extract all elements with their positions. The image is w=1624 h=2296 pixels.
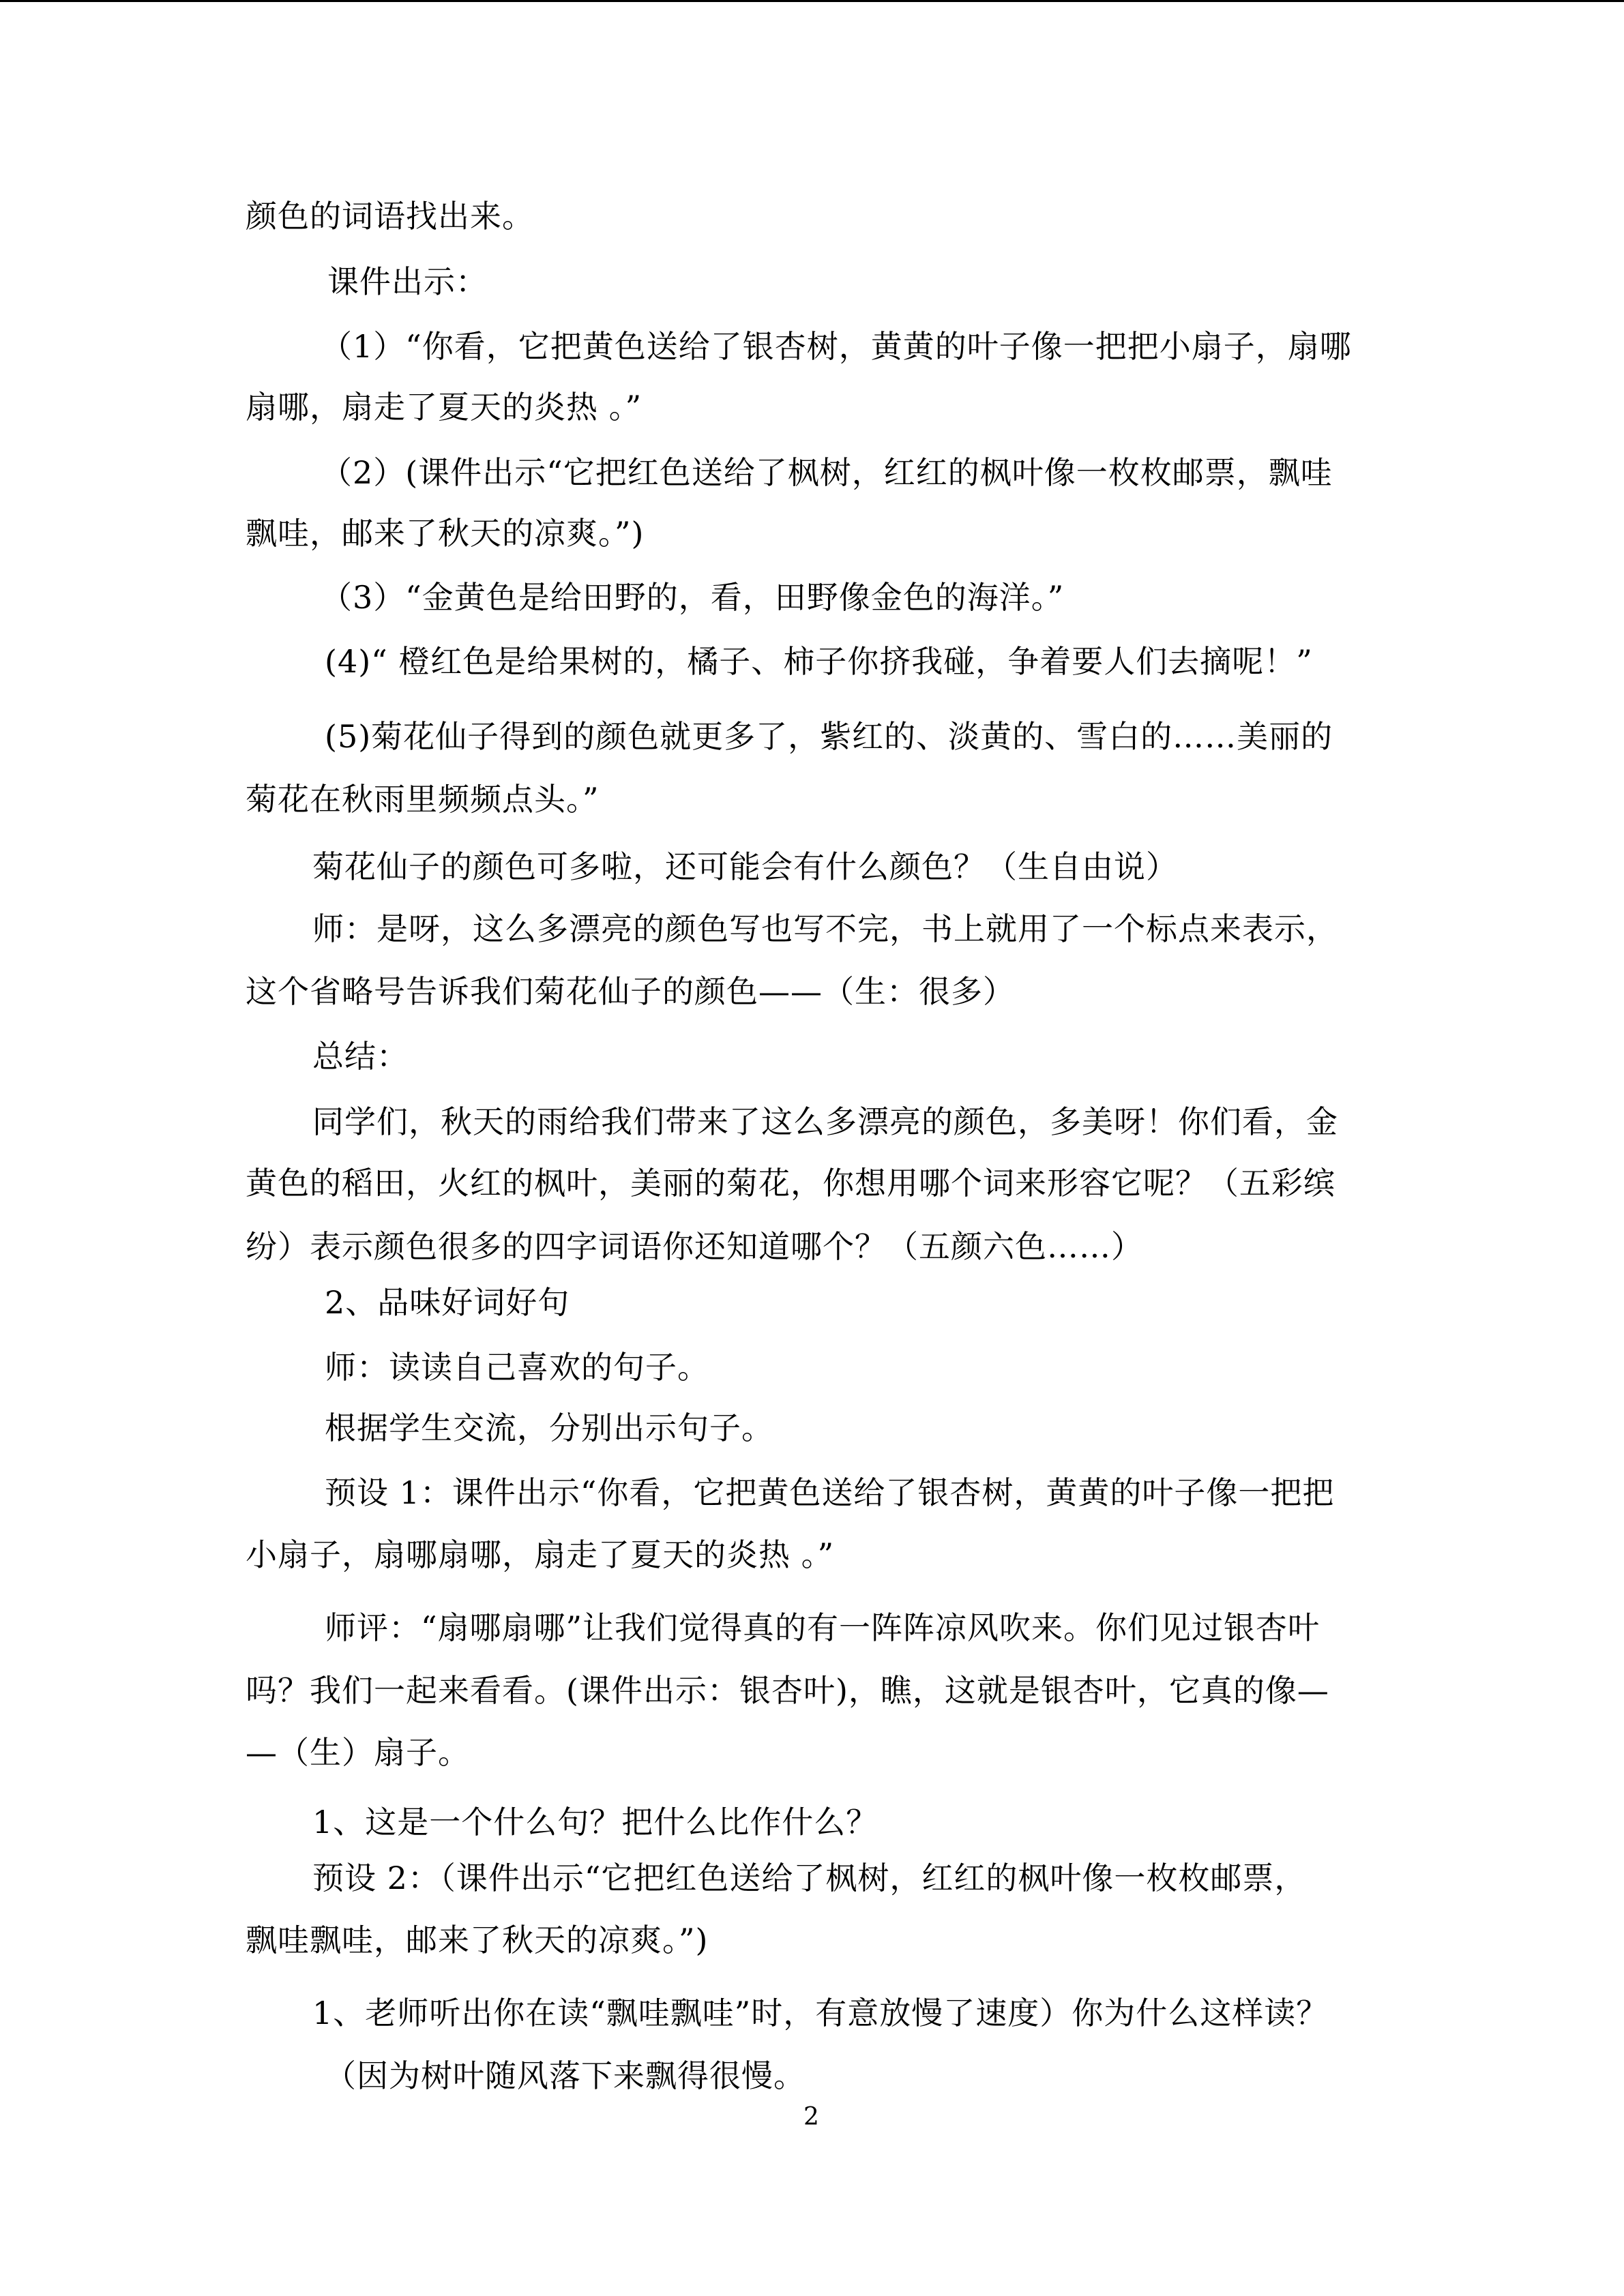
text-line: 师：是呀，这么多漂亮的颜色写也写不完，书上就用了一个标点来表示，	[312, 910, 1338, 947]
text-line: 1、这是一个什么句？把什么比作什么？	[312, 1804, 879, 1840]
text-line: 小扇子，扇哪扇哪，扇走了夏天的炎热 。”	[246, 1536, 835, 1573]
text-line: —（生）扇子。	[246, 1734, 470, 1771]
text-line: （1）“你看，它把黄色送给了银杏树，黄黄的叶子像一把把小扇子，扇哪	[321, 328, 1352, 365]
text-line: 师评：“扇哪扇哪”让我们觉得真的有一阵阵凉风吹来。你们见过银杏叶	[325, 1609, 1320, 1646]
section-heading: 2、品味好词好句	[325, 1284, 570, 1321]
text-line: 同学们，秋天的雨给我们带来了这么多漂亮的颜色，多美呀！你们看，金	[312, 1103, 1338, 1140]
text-line: 黄色的稻田，火红的枫叶，美丽的菊花，你想用哪个词来形容它呢？（五彩缤	[246, 1165, 1335, 1202]
text-line: 菊花仙子的颜色可多啦，还可能会有什么颜色？（生自由说）	[312, 848, 1178, 885]
text-line: 颜色的词语找出来。	[246, 198, 534, 235]
text-line: 吗？我们一起来看看。(课件出示：银杏叶)，瞧，这就是银杏叶，它真的像—	[246, 1672, 1329, 1709]
text-line: (5)菊花仙子得到的颜色就更多了，紫红的、淡黄的、雪白的……美丽的	[325, 718, 1333, 755]
text-line: （3）“金黄色是给田野的，看，田野像金色的海洋。”	[321, 579, 1065, 616]
text-line: 根据学生交流，分别出示句子。	[325, 1410, 773, 1446]
text-line: 课件出示：	[327, 263, 488, 300]
text-line: 这个省略号告诉我们菊花仙子的颜色——（生：很多）	[246, 973, 1015, 1010]
text-line: 总结：	[312, 1038, 409, 1075]
page-number: 2	[803, 2103, 819, 2131]
text-line: 扇哪，扇走了夏天的炎热 。”	[246, 389, 643, 426]
text-line: 1、老师听出你在读“飘哇飘哇”时，有意放慢了速度）你为什么这样读？	[312, 1995, 1329, 2031]
text-line: 纷）表示颜色很多的四字词语你还知道哪个？（五颜六色……）	[246, 1228, 1143, 1265]
text-line: 预设 2：（课件出示“它把红色送给了枫树，红红的枫叶像一枚枚邮票，	[312, 1860, 1307, 1896]
text-line: (4)“ 橙红色是给果树的，橘子、柿子你挤我碰，争着要人们去摘呢！”	[325, 643, 1313, 680]
text-line: 飘哇飘哇，邮来了秋天的凉爽。”)	[246, 1922, 709, 1958]
text-line: （2）(课件出示“它把红色送给了枫树，红红的枫叶像一枚枚邮票，飘哇	[321, 454, 1333, 491]
text-line: 师：读读自己喜欢的句子。	[325, 1349, 709, 1386]
text-line: 菊花在秋雨里频频点头。”	[246, 781, 600, 818]
text-line: （因为树叶随风落下来飘得很慢。	[325, 2057, 806, 2094]
text-line: 飘哇，邮来了秋天的凉爽。”)	[246, 515, 645, 552]
text-line: 预设 1：课件出示“你看，它把黄色送给了银杏树，黄黄的叶子像一把把	[325, 1474, 1335, 1511]
